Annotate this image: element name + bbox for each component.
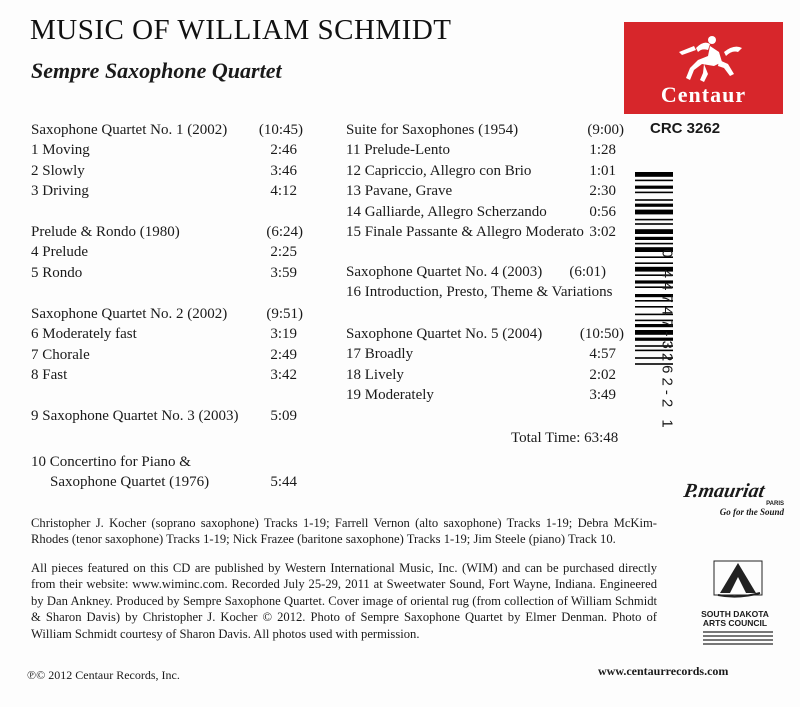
track-duration: 2:30 bbox=[589, 183, 616, 200]
track-row bbox=[31, 406, 303, 426]
work-heading bbox=[31, 120, 303, 140]
pmauriat-city: PARIS bbox=[766, 501, 784, 507]
track-name: 15 Finale Passante & Allegro Moderato bbox=[346, 223, 584, 240]
barcode-number bbox=[652, 232, 682, 462]
track-row bbox=[31, 452, 303, 493]
track-row bbox=[346, 140, 624, 160]
sdac-fineprint bbox=[703, 631, 773, 645]
work-duration: (10:50) bbox=[579, 326, 624, 342]
track-row bbox=[346, 202, 624, 222]
track-name: 18 Lively bbox=[346, 366, 404, 383]
right-tracklist bbox=[346, 120, 624, 242]
track-name: 19 Moderately bbox=[346, 387, 434, 404]
track-row bbox=[31, 324, 303, 344]
track-row bbox=[346, 344, 624, 364]
track-name: 13 Pavane, Grave bbox=[346, 183, 453, 200]
pmauriat-slogan: Go for the Sound bbox=[719, 507, 784, 517]
track-name: 2 Slowly bbox=[31, 162, 85, 179]
track-name: 12 Capriccio, Allegro con Brio bbox=[346, 162, 532, 179]
work-title: Saxophone Quartet No. 4 (2003) bbox=[346, 264, 543, 280]
track-name: 1 Moving bbox=[31, 142, 90, 159]
track-row bbox=[346, 181, 624, 201]
track-duration: 3:19 bbox=[270, 326, 297, 343]
track-duration: 3:49 bbox=[589, 387, 616, 404]
right-tracklist bbox=[346, 262, 624, 303]
sdac-name: SOUTH DAKOTA ARTS COUNCIL bbox=[701, 609, 769, 628]
work-title: Suite for Saxophones (1954) bbox=[346, 122, 519, 138]
track-duration: 0:56 bbox=[589, 203, 616, 220]
barcode-stripe bbox=[635, 172, 673, 177]
track-name: 7 Chorale bbox=[31, 346, 90, 363]
work-duration: (10:45) bbox=[258, 122, 303, 138]
centaur-logo bbox=[624, 22, 783, 114]
track-row bbox=[31, 365, 303, 385]
work-title: Saxophone Quartet No. 5 (2004) bbox=[346, 326, 543, 342]
work-heading bbox=[31, 304, 303, 324]
website-link[interactable]: www.centaurrecords.com bbox=[598, 664, 729, 678]
track-duration: 2:49 bbox=[270, 346, 297, 363]
track-name: 8 Fast bbox=[31, 367, 68, 384]
track-name: 16 Introduction, Presto, Theme & Variations bbox=[346, 284, 613, 301]
work-heading bbox=[31, 222, 303, 242]
track-row bbox=[346, 282, 624, 302]
centaur-wordmark: Centaur bbox=[660, 82, 747, 107]
production-credits: All pieces featured on this CD are published by Western International Music, Inc. (WIM) and can be purchased directly from their website: www.wiminc.com. Recorded July 25-29, 2011 at Sweetwater Sound, Fort Wayne, Indiana. Engineered by Dan Ankney. Produced by Sempre Saxophone Quartet. Cover image of oriental rug (from collection of William Schmidt & Sharon Davis) by Christopher J. Kocher © 2012. Photo of Sempre Saxophone Quartet by Elmer Denman. Photo of William Schmidt courtesy of Sharon Davis. All photos used with permission. bbox=[31, 561, 657, 641]
track-row bbox=[31, 345, 303, 365]
barcode-stripe bbox=[635, 192, 673, 194]
work-title: Saxophone Quartet No. 2 (2002) bbox=[31, 306, 228, 322]
barcode-stripe bbox=[635, 186, 673, 189]
barcode-stripe bbox=[635, 204, 673, 207]
track-duration: 1:28 bbox=[589, 142, 616, 159]
sdac-emblem-icon bbox=[690, 555, 785, 605]
barcode-stripe bbox=[635, 210, 673, 215]
track-name: 9 Saxophone Quartet No. 3 (2003) bbox=[31, 408, 239, 424]
pmauriat-wordmark: P.mauriat bbox=[682, 480, 767, 502]
work-duration: (6:24) bbox=[266, 224, 303, 240]
work-title: Saxophone Quartet No. 1 (2002) bbox=[31, 122, 228, 138]
track-duration: 3:46 bbox=[270, 162, 297, 179]
track-duration: 3:42 bbox=[270, 367, 297, 384]
barcode-stripe bbox=[635, 180, 673, 182]
track-name: 11 Prelude-Lento bbox=[346, 142, 450, 159]
work-duration: (6:01) bbox=[569, 264, 606, 280]
track-row bbox=[346, 222, 624, 242]
track-row bbox=[31, 140, 303, 160]
track-name-continued: Saxophone Quartet (1976) bbox=[50, 474, 210, 491]
track-row bbox=[31, 263, 303, 283]
performers-credits: Christopher J. Kocher (soprano saxophone) Tracks 1-19; Farrell Vernon (alto saxophone) Tracks 1-19; Debra McKim-Rhodes (tenor saxophone) Tracks 1-19; Nick Frazee (baritone saxophone) Tracks 1-19; Jim Steele (piano) Track 10. bbox=[31, 516, 657, 547]
track-duration: 5:09 bbox=[270, 408, 297, 424]
work-title: Prelude & Rondo (1980) bbox=[31, 224, 180, 240]
barcode-digits: 0 44747-3262-2 1 bbox=[658, 249, 676, 432]
track-name: 4 Prelude bbox=[31, 244, 89, 261]
work-duration: (9:00) bbox=[587, 122, 624, 138]
album-subtitle: Sempre Saxophone Quartet bbox=[31, 58, 282, 83]
pmauriat-logo bbox=[684, 480, 784, 540]
track-duration: 3:02 bbox=[589, 223, 616, 240]
track-duration: 1:01 bbox=[589, 162, 616, 179]
track-duration: 2:25 bbox=[270, 244, 297, 261]
left-tracklist bbox=[31, 222, 303, 283]
track-row bbox=[346, 365, 624, 385]
barcode-stripe bbox=[635, 199, 673, 201]
track-row bbox=[346, 161, 624, 181]
left-tracklist bbox=[31, 304, 303, 386]
work-heading bbox=[346, 262, 624, 282]
right-tracklist bbox=[346, 324, 624, 406]
track-name: 5 Rondo bbox=[31, 264, 83, 281]
track-name: 3 Driving bbox=[31, 183, 89, 200]
work-heading bbox=[346, 324, 624, 344]
track-row bbox=[346, 385, 624, 405]
track-duration: 2:02 bbox=[589, 366, 616, 383]
track-row bbox=[31, 242, 303, 262]
sdac-logo bbox=[690, 555, 785, 650]
copyright: ℗© 2012 Centaur Records, Inc. bbox=[27, 668, 180, 682]
album-title: MUSIC OF WILLIAM SCHMIDT bbox=[30, 14, 452, 46]
work-duration: (9:51) bbox=[266, 306, 303, 322]
track-duration: 5:44 bbox=[270, 474, 297, 491]
track-name: 17 Broadly bbox=[346, 346, 414, 363]
left-tracklist bbox=[31, 120, 303, 202]
track-duration: 4:12 bbox=[270, 183, 297, 200]
track-duration: 3:59 bbox=[270, 264, 297, 281]
track-row bbox=[31, 181, 303, 201]
catalog-number: CRC 3262 bbox=[650, 120, 721, 137]
barcode-stripe bbox=[635, 219, 673, 221]
total-time: Total Time: 63:48 bbox=[511, 430, 619, 446]
track-duration: 2:46 bbox=[270, 142, 297, 159]
work-heading bbox=[346, 120, 624, 140]
track-row bbox=[31, 161, 303, 181]
track-name: 6 Moderately fast bbox=[31, 326, 137, 343]
track-name: 10 Concertino for Piano & bbox=[31, 454, 191, 470]
track-duration: 4:57 bbox=[589, 346, 616, 363]
track-name: 14 Galliarde, Allegro Scherzando bbox=[346, 203, 547, 220]
